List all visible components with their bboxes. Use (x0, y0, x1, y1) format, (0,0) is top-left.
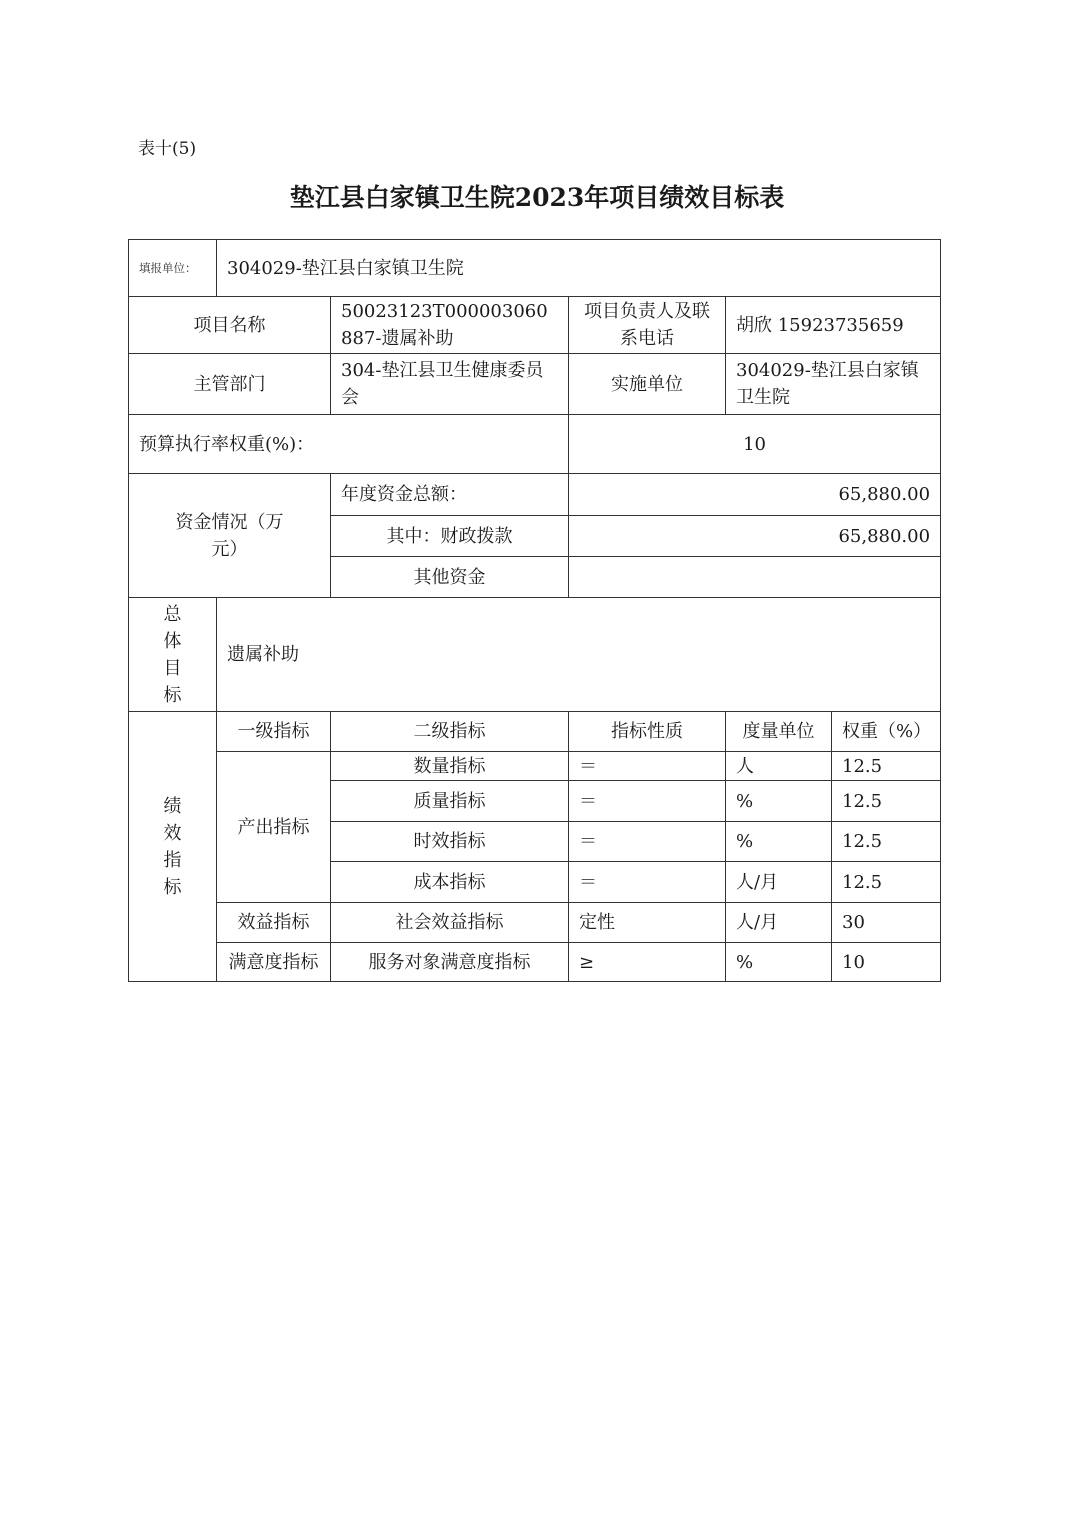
level2-cell: 时效指标 (331, 822, 569, 862)
weight-cell: 10 (832, 943, 941, 982)
table-row (129, 752, 941, 781)
indicator-header-row (129, 712, 941, 752)
implementing-unit-label: 实施单位 (569, 354, 726, 415)
project-name-label: 项目名称 (129, 297, 331, 354)
table-number: 表十(5) (138, 139, 197, 159)
vertical-char: 标 (163, 684, 182, 706)
unit-cell: 人 (726, 752, 832, 781)
indicators-label (129, 712, 217, 982)
vertical-char: 体 (163, 630, 182, 652)
budget-rate-value: 10 (569, 415, 941, 474)
unit-cell: % (726, 822, 832, 862)
overall-goal-label-text (139, 601, 206, 709)
funds-other-value (569, 557, 941, 598)
funds-row (129, 474, 941, 516)
overall-goal-row (129, 598, 941, 712)
weight-cell: 12.5 (832, 862, 941, 903)
nature-cell: ＝ (569, 752, 726, 781)
unit-row (129, 240, 941, 297)
weight-cell: 30 (832, 903, 941, 943)
vertical-char: 总 (163, 603, 182, 625)
funds-label: 资金情况（万元） (129, 474, 331, 598)
project-leader-label: 项目负责人及联系电话 (569, 297, 726, 354)
nature-cell: 定性 (569, 903, 726, 943)
vertical-char: 效 (163, 822, 182, 844)
page-title: 垫江县白家镇卫生院2023年项目绩效目标表 (289, 183, 785, 212)
unit-value: 304029-垫江县白家镇卫生院 (217, 240, 941, 297)
unit-label: 填报单位： (129, 240, 217, 297)
unit-cell: 人/月 (726, 903, 832, 943)
unit-cell: % (726, 943, 832, 982)
nature-cell: ＝ (569, 822, 726, 862)
vertical-char: 标 (163, 876, 182, 898)
overall-goal-value: 遗属补助 (217, 598, 941, 712)
unit-cell: 人/月 (726, 862, 832, 903)
vertical-char: 绩 (163, 795, 182, 817)
performance-target-table (128, 239, 941, 982)
implementing-unit-value: 304029-垫江县白家镇卫生院 (726, 354, 941, 415)
table-row (129, 943, 941, 982)
header-nature: 指标性质 (569, 712, 726, 752)
header-unit: 度量单位 (726, 712, 832, 752)
weight-cell: 12.5 (832, 752, 941, 781)
funds-total-value: 65,880.00 (569, 474, 941, 516)
project-name-value: 50023123T000003060887-遗属补助 (331, 297, 569, 354)
header-level2: 二级指标 (331, 712, 569, 752)
header-level1: 一级指标 (217, 712, 331, 752)
weight-cell: 12.5 (832, 822, 941, 862)
level1-cell: 产出指标 (217, 752, 331, 903)
level1-cell: 满意度指标 (217, 943, 331, 982)
level1-cell: 效益指标 (217, 903, 331, 943)
nature-cell: ＝ (569, 781, 726, 822)
level2-cell: 社会效益指标 (331, 903, 569, 943)
project-leader-value: 胡欣 15923735659 (726, 297, 941, 354)
header-weight: 权重（%） (832, 712, 941, 752)
funds-total-label: 年度资金总额： (331, 474, 569, 516)
table-row (129, 903, 941, 943)
department-value: 304-垫江县卫生健康委员会 (331, 354, 569, 415)
nature-cell: ＝ (569, 862, 726, 903)
vertical-char: 目 (163, 657, 182, 679)
level2-cell: 服务对象满意度指标 (331, 943, 569, 982)
project-row (129, 297, 941, 354)
budget-rate-label: 预算执行率权重(%)： (129, 415, 569, 474)
funds-other-label: 其他资金 (331, 557, 569, 598)
vertical-char: 指 (163, 849, 182, 871)
weight-cell: 12.5 (832, 781, 941, 822)
department-label: 主管部门 (129, 354, 331, 415)
level2-cell: 成本指标 (331, 862, 569, 903)
level2-cell: 数量指标 (331, 752, 569, 781)
level2-cell: 质量指标 (331, 781, 569, 822)
budget-rate-row (129, 415, 941, 474)
indicators-label-text (139, 793, 206, 901)
overall-goal-label (129, 598, 217, 712)
funds-fiscal-label: 其中：财政拨款 (331, 516, 569, 557)
funds-fiscal-value: 65,880.00 (569, 516, 941, 557)
department-row (129, 354, 941, 415)
unit-cell: % (726, 781, 832, 822)
nature-cell: ≥ (569, 943, 726, 982)
